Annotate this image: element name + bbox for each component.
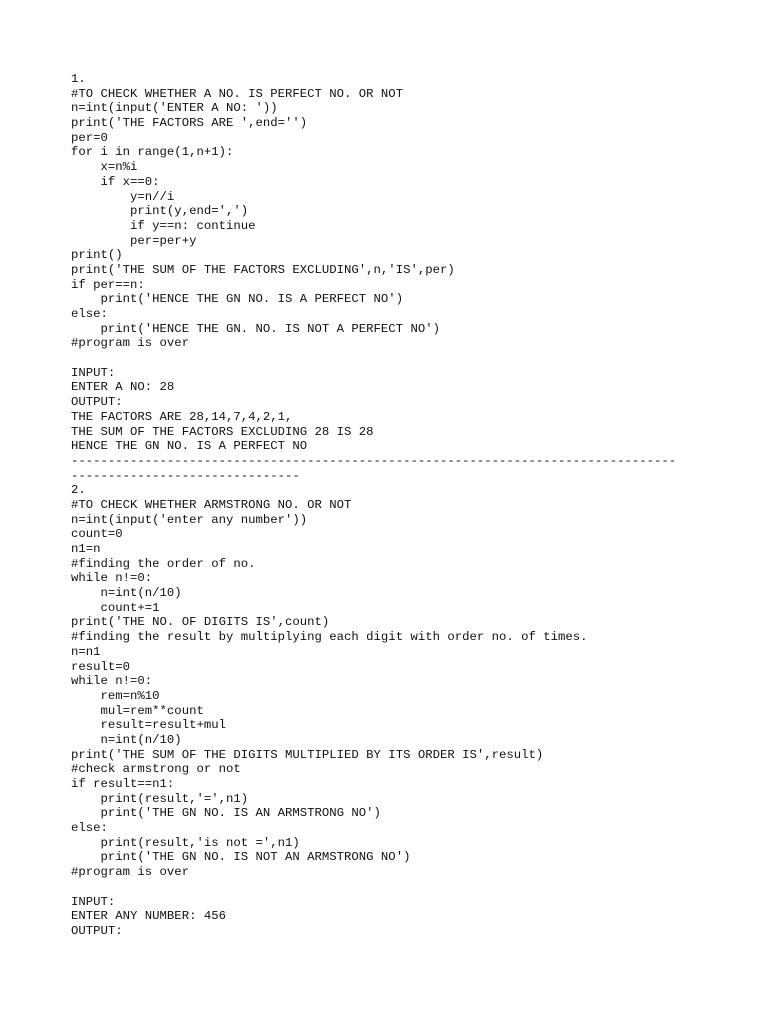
code-line: print(y,end=',') [71, 204, 249, 219]
code-line: result=0 [71, 659, 131, 674]
code-line [71, 880, 761, 895]
code-line: mul=rem**count [71, 703, 204, 718]
code-line: x=n%i [71, 160, 138, 175]
code-line: count+=1 [71, 600, 160, 615]
code-line: print(result,'is not =',n1) [71, 835, 300, 850]
code-line: if per==n: [71, 277, 145, 292]
code-line: OUTPUT: [71, 923, 123, 938]
code-line: result=result+mul [71, 718, 226, 733]
code-line: print('THE NO. OF DIGITS IS',count) [71, 615, 330, 630]
code-line: print(result,'=',n1) [71, 791, 249, 806]
code-line: #TO CHECK WHETHER A NO. IS PERFECT NO. OR NOT [71, 86, 404, 101]
code-line: OUTPUT: [71, 395, 123, 410]
code-line: #program is over [71, 336, 190, 351]
code-line: THE SUM OF THE FACTORS EXCLUDING 28 IS 28 [71, 424, 374, 439]
code-line: print('THE SUM OF THE DIGITS MULTIPLIED BY ITS ORDER IS',result) [71, 747, 544, 762]
code-line: ------------------------------- [71, 468, 300, 483]
code-line: HENCE THE GN NO. IS A PERFECT NO [71, 439, 308, 454]
code-line: if result==n1: [71, 777, 175, 791]
code-line: print('THE GN NO. IS NOT AN ARMSTRONG NO') [71, 850, 411, 865]
code-line: ENTER A NO: 28 [71, 380, 175, 395]
code-line: for i in range(1,n+1): [71, 145, 234, 160]
code-line: n=int(input('ENTER A NO: ')) [71, 101, 278, 116]
code-line: n=int(n/10) [71, 586, 182, 601]
code-line: #TO CHECK WHETHER ARMSTRONG NO. OR NOT [71, 497, 352, 512]
code-line: if y==n: continue [71, 218, 256, 233]
code-line: print('THE SUM OF THE FACTORS EXCLUDING',n,'IS',per) [71, 262, 455, 277]
code-line: per=per+y [71, 233, 197, 248]
code-line: rem=n%10 [71, 688, 160, 703]
code-line: count=0 [71, 527, 123, 542]
code-line: print('THE GN NO. IS AN ARMSTRONG NO') [71, 806, 381, 821]
code-line: ---------------------------------------------------------------------------------- [71, 453, 677, 468]
code-line: INPUT: [71, 894, 116, 909]
code-line: while n!=0: [71, 571, 153, 586]
code-line: THE FACTORS ARE 28,14,7,4,2,1, [71, 409, 293, 424]
code-line: n=int(input('enter any number')) [71, 512, 308, 527]
code-line: print('HENCE THE GN NO. IS A PERFECT NO') [71, 292, 404, 307]
code-line: print() [71, 248, 123, 263]
code-line: INPUT: [71, 365, 116, 380]
code-line: per=0 [71, 130, 108, 145]
code-line: n1=n [71, 542, 101, 556]
document-page [71, 72, 761, 939]
code-line: while n!=0: [71, 674, 153, 689]
code-line: ENTER ANY NUMBER: 456 [71, 909, 226, 924]
code-line: print('THE FACTORS ARE ',end='') [71, 116, 308, 131]
code-line: #finding the order of no. [71, 556, 256, 571]
code-line: n=int(n/10) [71, 732, 182, 747]
code-line: #finding the result by multiplying each digit with order no. of times. [71, 630, 588, 645]
code-line: 2. [71, 483, 86, 498]
code-line: #program is over [71, 865, 190, 880]
code-line: #check armstrong or not [71, 762, 241, 777]
code-line [71, 351, 761, 366]
code-line: 1. [71, 72, 86, 86]
code-line: print('HENCE THE GN. NO. IS NOT A PERFECT NO') [71, 321, 440, 336]
code-line: n=n1 [71, 644, 101, 659]
code-line: if x==0: [71, 174, 160, 189]
code-line: else: [71, 307, 108, 321]
code-line: y=n//i [71, 189, 175, 204]
code-line: else: [71, 821, 108, 836]
